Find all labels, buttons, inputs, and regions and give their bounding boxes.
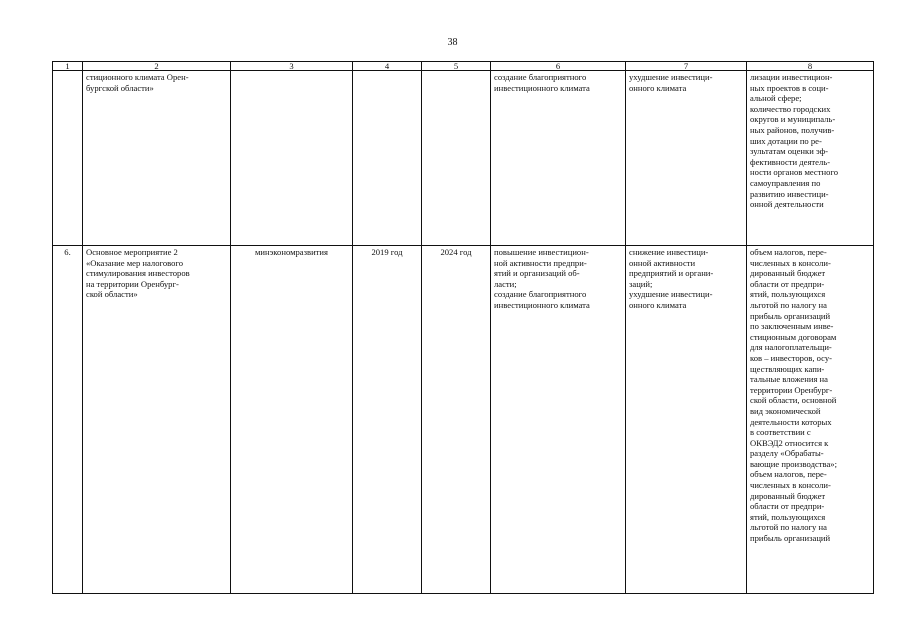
responsible-cell xyxy=(231,71,353,246)
measure-name-cell: Основное мероприятие 2 «Оказание мер налогового стимулирования инвесторов на территории Оренбург- ской области» xyxy=(83,246,231,594)
expected-result-cell: создание благоприятного инвестиционного климата xyxy=(491,71,626,246)
responsible-cell: минэкономразвития xyxy=(231,246,353,594)
indicators-cell: лизации инвестицион- ных проектов в соци- альной сфере; количество городских округов и муниципаль- ных районов, получив- ших дотации по ре- зультатам оценки эф- фективности деятель- ности органов местного самоуправления по развитию инвестици- онной деятельности xyxy=(747,71,874,246)
row-number-cell: 6. xyxy=(53,246,83,594)
table-row xyxy=(53,246,874,594)
consequences-cell: снижение инвестици- онной активности предприятий и органи- заций; ухудшение инвестици- онного климата xyxy=(626,246,747,594)
table-row xyxy=(53,71,874,246)
indicators-cell: объем налогов, пере- численных в консоли- дированный бюджет области от предпри- ятий, пользующихся льготой по налогу на прибыль организаций по заключенным инве- стиционным договорам для налогоплательщи- ков – инвесторов, осу- ществляющих капи- тальные вложения на территории Оренбург- ской области, основной вид экономической деятельности которых в соответствии с ОКВЭД2 относится к разделу «Обрабаты- вающие производства»; объем налогов, пере- численных в консоли- дированный бюджет области от предпри- ятий, пользующихся льготой по налогу на прибыль организаций xyxy=(747,246,874,594)
column-number: 2 xyxy=(83,62,231,71)
column-number: 4 xyxy=(353,62,422,71)
consequences-cell: ухудшение инвестици- онного климата xyxy=(626,71,747,246)
measure-name-cell: стиционного климата Орен- бургской области» xyxy=(83,71,231,246)
column-number: 3 xyxy=(231,62,353,71)
page-number: 38 xyxy=(447,37,458,48)
program-table xyxy=(52,61,874,594)
column-number-row xyxy=(53,62,874,71)
end-year-cell xyxy=(422,71,491,246)
column-number: 5 xyxy=(422,62,491,71)
end-year-cell: 2024 год xyxy=(422,246,491,594)
column-number: 1 xyxy=(53,62,83,71)
start-year-cell: 2019 год xyxy=(353,246,422,594)
column-number: 6 xyxy=(491,62,626,71)
column-number: 8 xyxy=(747,62,874,71)
expected-result-cell: повышение инвестицион- ной активности предпри- ятий и организаций об- ласти; создание благоприятного инвестиционного климата xyxy=(491,246,626,594)
column-number: 7 xyxy=(626,62,747,71)
row-number-cell xyxy=(53,71,83,246)
start-year-cell xyxy=(353,71,422,246)
